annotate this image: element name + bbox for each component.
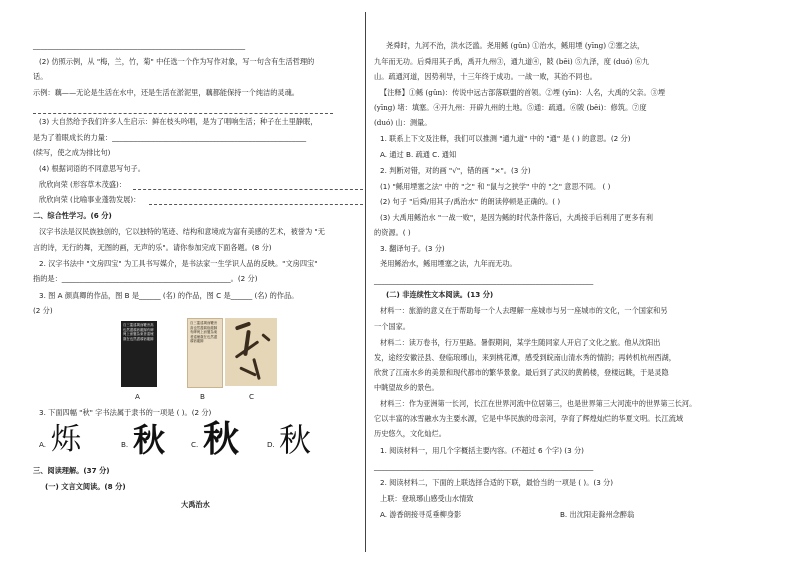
column-divider <box>365 12 366 552</box>
image-caption-c: C <box>249 392 255 401</box>
material-3: 材料三：作为亚洲第一长河，长江在世界河流中位居第三，也是世界第三大河流中的世界第三长河。 <box>380 399 697 408</box>
option-c-label: C. <box>191 440 199 449</box>
question-qiu: 3. 下面四幅 "秋" 字书法属于隶书的一项是 ( )。(2 分) <box>39 408 212 417</box>
sub-question-2-answer: 指的是：_______________________________________________。(2 分) <box>33 274 258 283</box>
answer-line <box>149 204 363 205</box>
reading-question-1: 1. 阅读材料一，用几个字概括主要内容。(不超过 6 个字) (3 分) <box>380 446 584 455</box>
answer-line <box>133 189 363 190</box>
question-2-item-2: (2) 句子 "后舜/用其子/禹治水" 的朗读停顿是正确的。( ) <box>380 197 561 206</box>
material-2-cont: 发，途经安徽泾县、登临琅琊山，来到桃花潭，感受到皖南山清水秀的情韵；再转机杭州西湖， <box>374 353 676 362</box>
calligraphy-image-b <box>187 318 223 388</box>
question-3-note: (续写，使之成为排比句) <box>33 148 111 157</box>
question-3-text-cont: 是为了着眼成长的力量：______________________________________________________ <box>33 133 307 142</box>
section-2-heading: 二、综合性学习。(6 分) <box>33 211 112 220</box>
calligraphy-image-a <box>121 321 157 387</box>
question-3: 3. 翻译句子。(3 分) <box>380 244 445 253</box>
option-b: B. 出沈阳走滁州念醉翁 <box>560 510 635 519</box>
image-caption-b: B <box>200 392 205 401</box>
question-3-text: (3) 大自然给予我们许多人生启示：鲜在枝头吟唱，是为了唱响生活；种子在土里静眠， <box>39 117 318 126</box>
brush-stroke <box>261 333 271 342</box>
annotation-line: 【注释】①鲧 (gǔn)：传说中远古部落联盟的首领。②堙 (yīn)：人名，大禹的父亲。③堙 <box>380 88 666 97</box>
option-b-label: B. <box>121 440 129 449</box>
question-1: 1. 联系上下文及注释，我们可以推测 "通九道" 中的 "通" 是 ( ) 的意思。(2 分) <box>380 134 631 143</box>
question-4-a: 欣欣向荣 (形容草木茂盛)： <box>39 180 126 189</box>
image-caption-a: A <box>135 392 140 401</box>
passage-line: 尧舜时，九河不治，洪水泛滥。尧用鲧 (gǔn) ①治水，鲧用堙 (yīng) ②塞之法， <box>386 41 645 50</box>
answer-line: _____________________________________________________________ <box>374 276 594 285</box>
question-4-b: 欣欣向荣 (比喻事业蓬勃发展)： <box>39 195 141 204</box>
calligraphy-glyphs: 自三蓋遠揭而鞭舍高也然盡翁宿龍歸有碑崗上而鬚為東者遠瘞歲在也然盡翁宿龍歸 <box>190 321 218 344</box>
answer-line: ___________________________________________________________ <box>33 41 246 50</box>
annotation-line: (duó) 山：测量。 <box>374 118 432 127</box>
section-3-heading: 三、阅读理解。(37 分) <box>33 466 110 475</box>
question-2-text-cont: 话。 <box>33 72 48 81</box>
option-d-label: D. <box>267 440 275 449</box>
calligraphy-image-c <box>225 318 277 386</box>
question-4-text: (4) 根据词语的不同意思写句子。 <box>39 164 145 173</box>
section-2-intro-cont: 言的诗，无行的舞，无图的画，无声的乐"。请你参加完成下面各题。(8 分) <box>33 243 272 252</box>
material-2-cont: 欣赏了江南水乡的美景和现代都市的繁华景象。最后到了武汉的黄鹤楼，登楼远眺，于是灵隐 <box>374 368 669 377</box>
couplet-upper: 上联：登琅琊山感受山水情致 <box>380 494 474 503</box>
qiu-regular-script: 秋 <box>133 421 166 459</box>
calligraphy-glyphs: 自三蓋遠揭而鞭舍高也然盡翁宿龍歸有碑崗上而鬚為東者遠瘞歲在也然盡翁宿龍歸 <box>123 323 154 341</box>
qiu-clerical-script: 秋 <box>279 421 312 459</box>
annotation-line: (yīng) 堵：填塞。④开九州：开辟九州的土地。⑤通：疏通。⑥陂 (bēi)：修筑。⑦度 <box>374 103 647 112</box>
qiu-bold-script: 秋 <box>203 418 240 460</box>
question-2-text: (2) 仿照示例，从 "梅，兰，竹，菊" 中任选一个作为写作对象，写一句含有生活哲理的 <box>39 57 315 66</box>
option-a: A. 游香朗接寻觅垂柳身影 <box>380 510 462 519</box>
passage-line: 九年而无功。后舜用其子禹，禹开九州③，通九道④，陂 (bēi) ⑤九泽，度 (duó) ⑥九 <box>374 57 650 66</box>
answer-line: _____________________________________________________________ <box>374 462 594 471</box>
section-2-intro: 汉字书法是汉民族独创的，它以独特的笔迹、结构和意境成为富有美感的艺术，被誉为 "无 <box>39 227 325 236</box>
material-1: 材料一：旅游的意义在于帮助每一个人去理解一座城市与另一座城市的文化，一个国家和另 <box>380 306 668 315</box>
question-1-options: A. 通过 B. 疏通 C. 通知 <box>380 150 457 159</box>
material-3-cont: 它以丰富的冰雪融水为主要水源，它是中华民族的母亲河，孕育了辉煌灿烂的华夏文明。长江流域 <box>374 414 684 423</box>
sub-question-3: 3. 图 A 颜真卿的作品，图 B 是______ (名) 的作品，图 C 是______ (名) 的作品。 <box>39 291 299 300</box>
brush-stroke <box>252 358 261 380</box>
question-2: 2. 判断对错，对的画 "√"，错的画 "×"。(3 分) <box>380 166 531 175</box>
material-2: 材料二：读万卷书，行万里路。暑假期间，某学生随同家人开启了文化之旅。他从沈阳出 <box>380 338 661 347</box>
passage-line: 山。疏通河道，因势利导，十三年终于成功。一战一败，其治不同也。 <box>374 72 597 81</box>
question-2-item-3: (3) 大禹用鲧治水 "一战一败"，是因为鲧的时代条件落后，大禹接手后利用了更多有利 <box>380 213 653 222</box>
answer-line <box>33 113 333 114</box>
material-3-cont: 历史悠久，文化灿烂。 <box>374 429 446 438</box>
question-3-sentence: 尧用鲧治水，鲧用堙塞之法，九年而无功。 <box>380 259 517 268</box>
sub-question-2: 2. 汉字书法中 "文房四宝" 为工具书写媒介，是书法家一生学识人品的反映。"文房四宝" <box>39 259 318 268</box>
subsection-1-heading: (一) 文言文阅读。(8 分) <box>45 482 126 491</box>
material-2-cont: 中眺望故乡的景色。 <box>374 383 439 392</box>
qiu-seal-script: 烁 <box>51 422 81 457</box>
passage-title: 大禹治水 <box>181 500 210 509</box>
option-a-label: A. <box>39 440 47 449</box>
material-1-cont: 一个国家。 <box>374 322 410 331</box>
question-2-item-3-cont: 的资源。( ) <box>374 228 411 237</box>
subsection-2-heading: (二) 非连续性文本阅读。(13 分) <box>386 290 494 299</box>
example-text: 示例：藕——无论是生活在水中，还是生活在淤泥里，藕都能保持一个纯洁的灵魂。 <box>33 88 299 97</box>
reading-question-2: 2. 阅读材料二，下面的上联选择合适的下联，最恰当的一项是 ( )。(3 分) <box>380 478 614 487</box>
question-2-item-1: (1) "鲧用堙塞之法" 中的 "之" 和 "鼠与之狭学" 中的 "之" 意思不同。 ( ) <box>380 182 611 191</box>
sub-question-3-score: (2 分) <box>33 306 53 315</box>
